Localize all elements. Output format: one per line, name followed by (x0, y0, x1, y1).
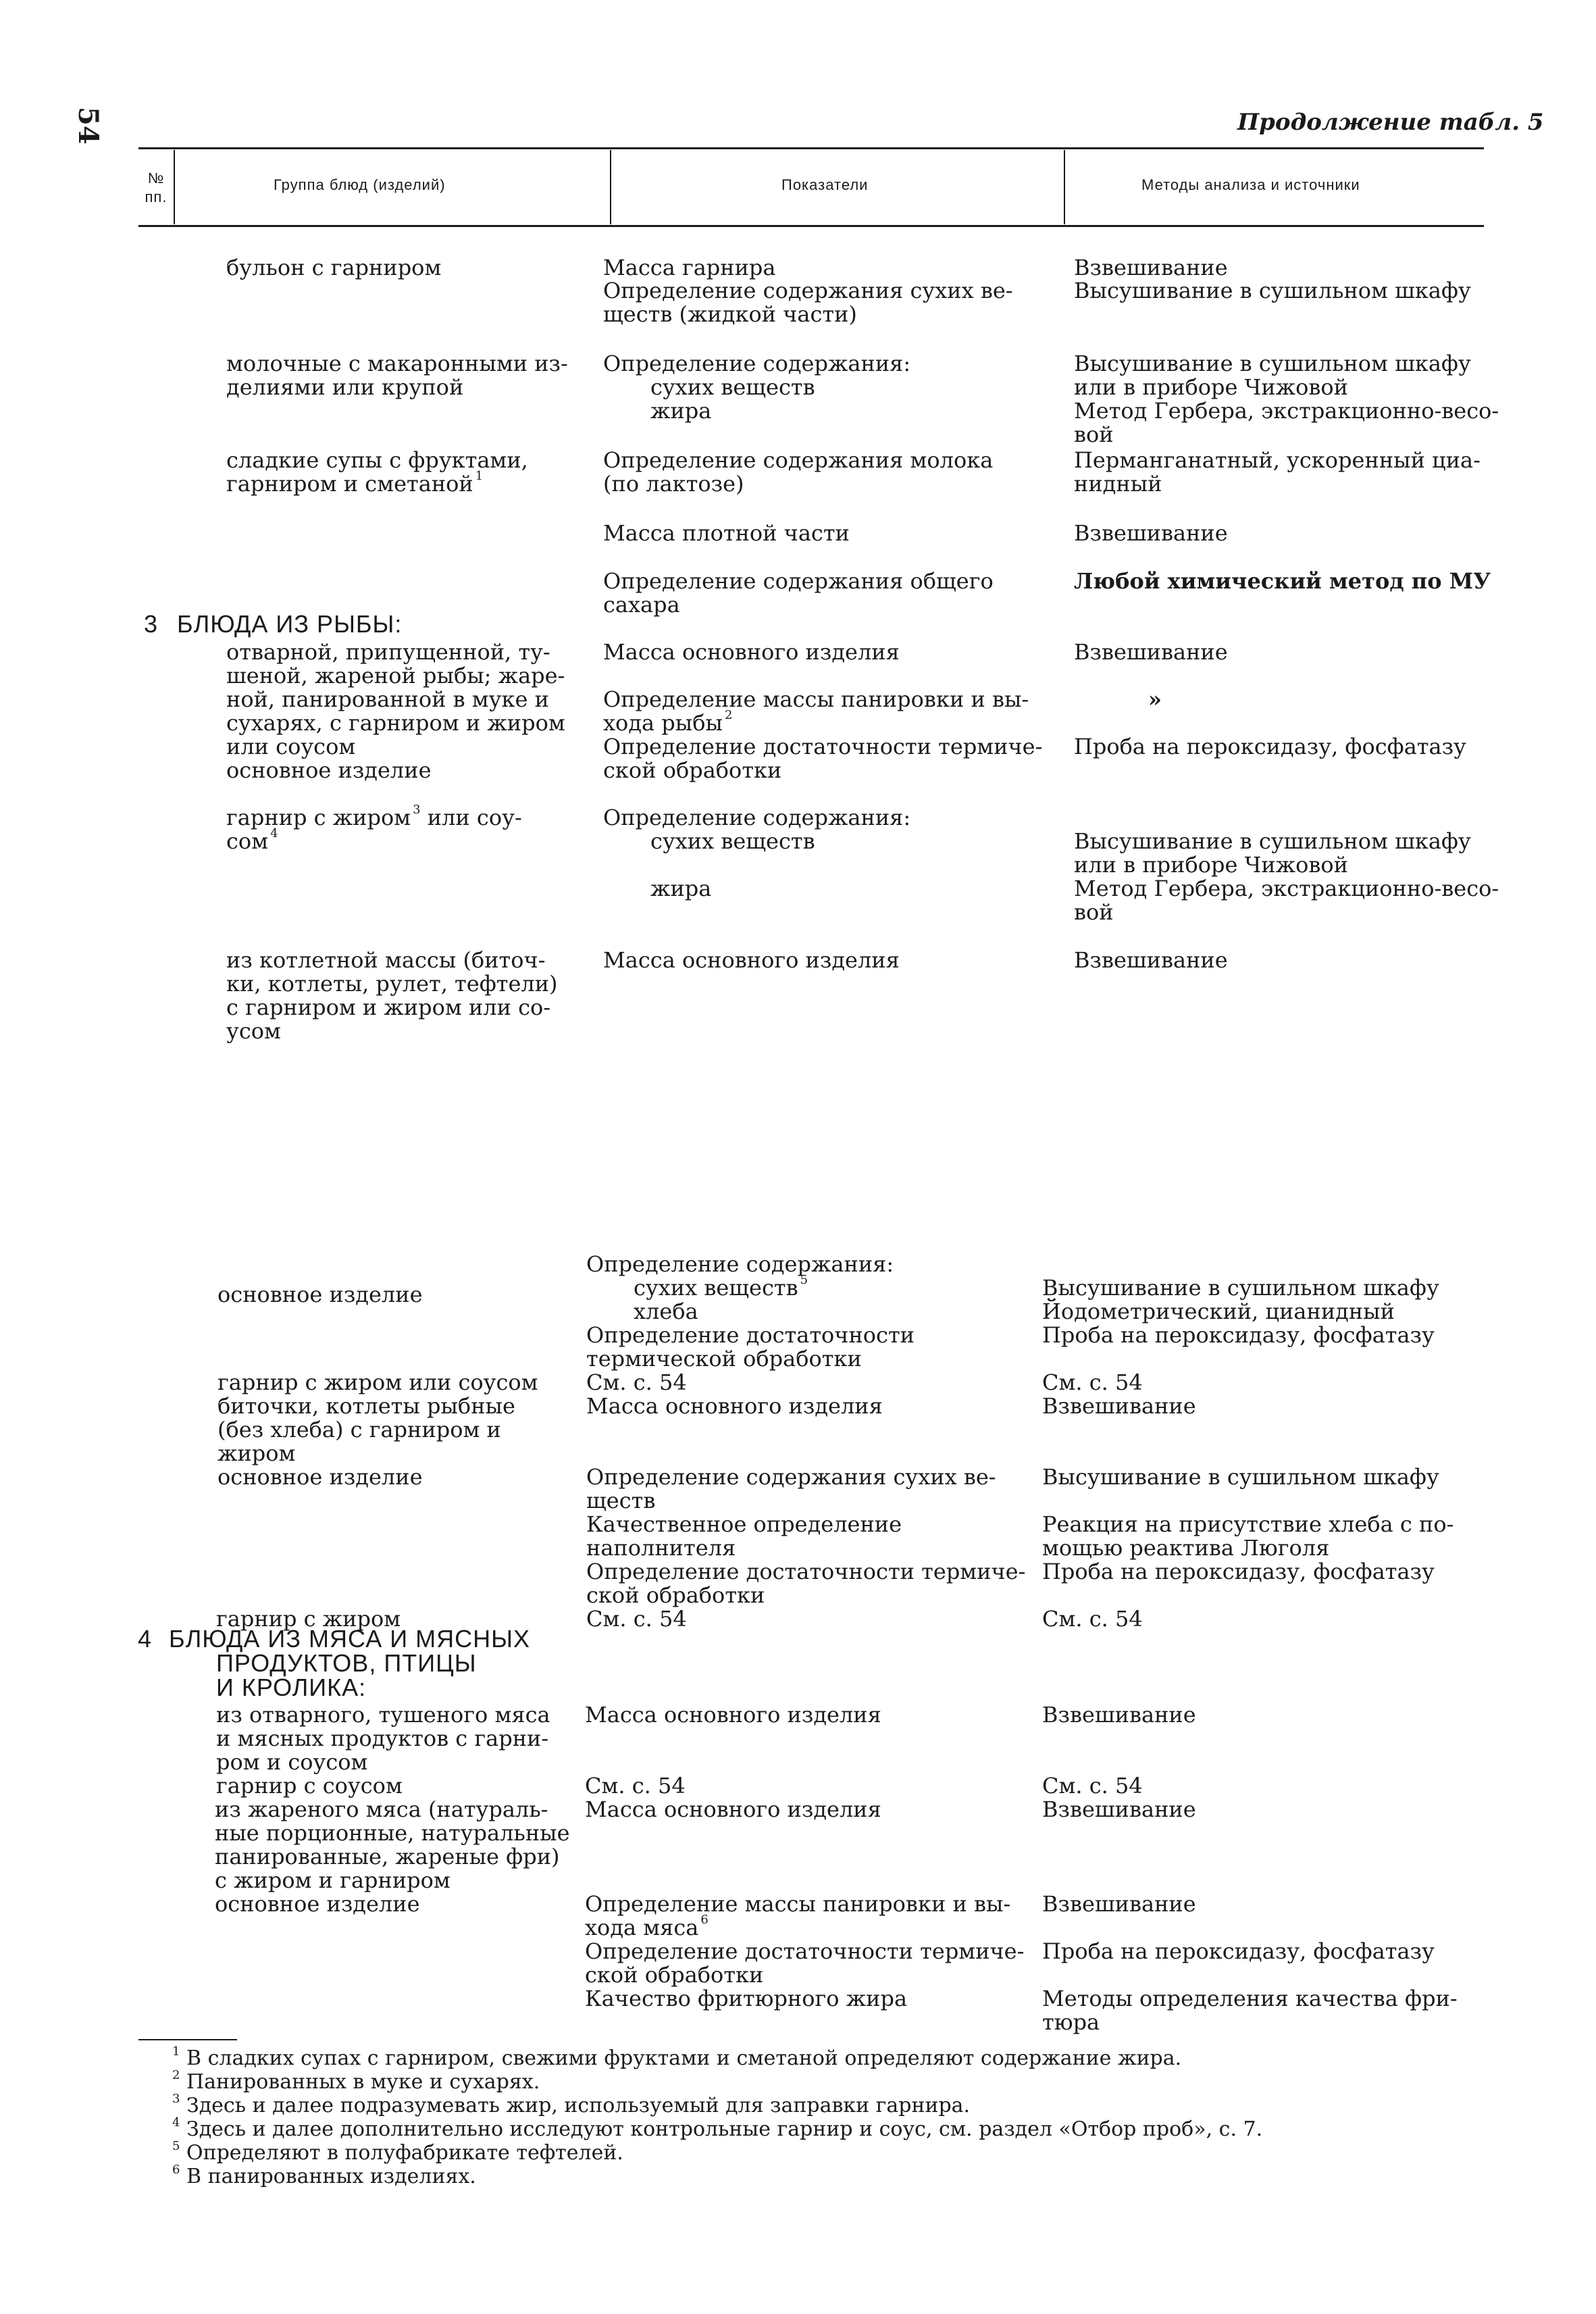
cell-text: хода мяса (585, 1915, 699, 1940)
table-cell: См. с. 54 (585, 1773, 686, 1799)
table-row: Масса плотной части (603, 520, 850, 546)
table-cell: тюра (1042, 2009, 1100, 2035)
footnote-marker: 4 (172, 2115, 180, 2130)
header-top-rule (138, 147, 1484, 149)
table-row: из отварного, тушеного мяса (216, 1702, 550, 1728)
table-cell: См. с. 54 (586, 1606, 687, 1632)
table-cell: Высушивание в сушильном шкафу (1074, 828, 1471, 854)
table-cell: Определение содержания: (586, 1251, 894, 1277)
table-cell: Проба на пероксидазу, фосфатазу (1074, 734, 1466, 759)
table-cell: Взвешивание (1042, 1891, 1196, 1917)
table-cell: Взвешивание (1074, 520, 1228, 546)
cell-text: сухих веществ (634, 1275, 798, 1301)
table-cell: См. с. 54 (1042, 1773, 1143, 1799)
table-cell: Качество фритюрного жира (585, 1986, 908, 2011)
table-cell: Методы определения качества фри- (1042, 1986, 1458, 2011)
table-row: бульон с гарниром (226, 255, 442, 280)
table-cell: сухих веществ (650, 828, 815, 854)
table-cell (603, 708, 733, 736)
cell-text: или соу- (427, 805, 522, 830)
table-cell: термической обработки (586, 1346, 862, 1372)
table-cell: Взвешивание (1074, 947, 1228, 973)
table-cell: См. с. 54 (586, 1369, 687, 1395)
table-cell: Определение достаточности термиче- (586, 1559, 1026, 1584)
footnote (170, 2068, 540, 2094)
header-divider-3 (1064, 150, 1065, 224)
table-cell: Масса основного изделия (603, 947, 900, 973)
table-row: отварной, припущенной, ту- (226, 639, 550, 665)
table-cell: Определение содержания молока (603, 447, 994, 473)
table-cell: Взвешивание (1074, 639, 1228, 665)
table-cell: с гарниром и жиром или со- (226, 995, 551, 1020)
table-cell: наполнителя (586, 1535, 736, 1561)
table-cell: ской обработки (586, 1582, 765, 1608)
table-cell: нидный (1074, 471, 1162, 497)
table-row: основное изделие (217, 1464, 423, 1490)
table-cell: сахара (603, 592, 680, 618)
table-cell: усом (226, 1018, 281, 1044)
table-cell: Йодометрический, цианидный (1042, 1299, 1395, 1324)
table-cell: (без хлеба) с гарниром и (217, 1417, 501, 1442)
section-title: БЛЮДА ИЗ РЫБЫ: (177, 610, 403, 638)
table-cell: См. с. 54 (1042, 1606, 1143, 1632)
table-cell: Определение содержания сухих ве- (586, 1464, 996, 1490)
table-cell: Взвешивание (1042, 1796, 1196, 1822)
table-cell: с жиром и гарниром (215, 1867, 451, 1893)
table-cell: ром и соусом (216, 1749, 368, 1775)
cell-text: гарнир с жиром (226, 805, 411, 830)
cell-text: гарниром и сметаной (226, 471, 473, 497)
table-cell: Перманганатный, ускоренный циа- (1074, 447, 1481, 473)
table-cell: ки, котлеты, рулет, тефтели) (226, 971, 558, 997)
table-cell: вой (1074, 422, 1114, 447)
section-number: 4 (138, 1625, 153, 1653)
table-cell: сухих веществ (650, 374, 815, 400)
footnote-text: В сладких супах с гарниром, свежими фруктами и сметаной определяют содержание жира. (186, 2046, 1182, 2070)
table-cell: сухарях, с гарниром и жиром (226, 710, 565, 736)
footnote-ref: 3 (413, 803, 421, 817)
header-col-indicators: Показатели (781, 176, 869, 193)
section-title: И КРОЛИКА: (216, 1674, 367, 1701)
table-row: молочные с макаронными из- (226, 351, 568, 376)
table-cell: Высушивание в сушильном шкафу (1074, 278, 1471, 303)
table-cell: Масса основного изделия (585, 1796, 881, 1822)
header-col-methods: Методы анализа и источники (1141, 176, 1360, 193)
table-cell: ской обработки (585, 1962, 764, 1988)
table-cell: ской обработки (603, 757, 782, 783)
table-cell (226, 826, 278, 854)
table-row: основное изделие (217, 1282, 423, 1307)
footnote-text: Здесь и далее подразумевать жир, используемый для заправки гарнира. (186, 2094, 971, 2117)
table-cell: Высушивание в сушильном шкафу (1042, 1464, 1439, 1490)
footnote (170, 2139, 623, 2165)
table-cell: Определение достаточности (586, 1322, 915, 1348)
footnote-marker: 1 (172, 2044, 180, 2059)
table-cell: Метод Гербера, экстракционно-весо- (1074, 398, 1499, 424)
table-row: Определение содержания общего (603, 568, 994, 594)
header-divider-1 (174, 150, 175, 224)
table-cell: и мясных продуктов с гарни- (216, 1726, 549, 1751)
footnote-text: Определяют в полуфабрикате тефтелей. (186, 2141, 623, 2165)
table-cell (585, 1913, 709, 1940)
table-cell: Проба на пероксидазу, фосфатазу (1042, 1559, 1435, 1584)
table-cell: Высушивание в сушильном шкафу (1074, 351, 1471, 376)
footnote-ref: 1 (475, 469, 484, 483)
table-cell: Качественное определение (586, 1511, 902, 1537)
cell-text: хода рыбы (603, 710, 723, 736)
section-title: БЛЮДА ИЗ МЯСА И МЯСНЫХ (169, 1625, 530, 1653)
table-cell: Масса гарнира (603, 255, 776, 280)
section-title: ПРОДУКТОВ, ПТИЦЫ (216, 1649, 477, 1677)
footnote-text: Панированных в муке и сухарях. (186, 2070, 540, 2094)
page-number: 54 (72, 107, 104, 145)
table-cell: хлеба (634, 1299, 698, 1324)
table-cell: Взвешивание (1074, 255, 1228, 280)
footnote-ref: 4 (270, 826, 278, 840)
table-row (226, 803, 522, 830)
table-cell: Определение содержания: (603, 805, 911, 830)
table-cell: См. с. 54 (1042, 1369, 1143, 1395)
table-cell: Метод Гербера, экстракционно-весо- (1074, 876, 1499, 901)
table-cell: Высушивание в сушильном шкафу (1042, 1275, 1439, 1301)
table-cell (226, 469, 484, 497)
table-cell: » (1148, 686, 1162, 712)
table-cell: Масса основного изделия (603, 639, 900, 665)
table-row: гарнир с соусом (216, 1773, 403, 1799)
footnote (170, 2163, 476, 2188)
table-row: биточки, котлеты рыбные (217, 1393, 515, 1419)
table-cell: Взвешивание (1042, 1702, 1196, 1728)
footnote-ref: 6 (700, 1913, 709, 1927)
footnote-marker: 3 (172, 2092, 180, 2106)
table-row: сладкие супы с фруктами, (226, 447, 528, 473)
table-cell: жира (650, 876, 712, 901)
table-cell: основное изделие (215, 1891, 420, 1917)
table-cell: ществ (жидкой части) (603, 301, 857, 327)
table-cell: Масса основного изделия (586, 1393, 883, 1419)
table-cell: основное изделие (226, 757, 432, 783)
table-row: из жареного мяса (натураль- (215, 1796, 548, 1822)
footnote-text: В панированных изделиях. (186, 2165, 476, 2188)
section-number: 3 (144, 610, 159, 638)
table-cell: жиром (217, 1440, 296, 1466)
footnote-ref: 5 (800, 1273, 808, 1287)
footnote-separator (138, 2039, 237, 2040)
table-cell: жира (650, 398, 712, 424)
table-cell: (по лактозе) (603, 471, 744, 497)
table-cell: Взвешивание (1042, 1393, 1196, 1419)
footnote-marker: 6 (172, 2163, 180, 2177)
footnote (170, 2044, 1182, 2070)
table-cell: или в приборе Чижовой (1074, 374, 1348, 400)
table-cell: вой (1074, 899, 1114, 925)
table-row: гарнир с жиром или соусом (217, 1369, 538, 1395)
table-cell (634, 1273, 808, 1301)
table-cell: или соусом (226, 734, 356, 759)
table-cell: ной, панированной в муке и (226, 686, 549, 712)
footnote-text: Здесь и далее дополнительно исследуют контрольные гарнир и соус, см. раздел «Отбор проб», с. 7. (186, 2117, 1263, 2141)
table-cell: Определение достаточности термиче- (585, 1938, 1025, 1964)
footnote-marker: 5 (172, 2139, 180, 2153)
footnote-marker: 2 (172, 2068, 180, 2082)
table-cell: Любой химический метод по МУ (1074, 568, 1491, 594)
table-row: гарнир с жиром (216, 1606, 401, 1632)
table-cell: Определение достаточности термиче- (603, 734, 1043, 759)
footnote-ref: 2 (724, 708, 733, 722)
table-continuation-label: Продолжение табл. 5 (1237, 109, 1544, 136)
header-divider-2 (610, 150, 611, 224)
footnote (170, 2092, 971, 2117)
table-cell: Определение содержания сухих ве- (603, 278, 1013, 303)
table-cell: Масса основного изделия (585, 1702, 881, 1728)
table-cell: Определение массы панировки и вы- (585, 1891, 1011, 1917)
table-cell: Определение содержания: (603, 351, 911, 376)
table-cell: Определение массы панировки и вы- (603, 686, 1029, 712)
table-cell: или в приборе Чижовой (1074, 852, 1348, 878)
table-cell: мощью реактива Люголя (1042, 1535, 1330, 1561)
table-cell: ные порционные, натуральные (215, 1820, 570, 1846)
table-cell: панированные, жареные фри) (215, 1844, 560, 1869)
table-cell: Проба на пероксидазу, фосфатазу (1042, 1322, 1435, 1348)
footnote (170, 2115, 1263, 2141)
table-cell: Реакция на присутствие хлеба с по- (1042, 1511, 1454, 1537)
table-cell: делиями или крупой (226, 374, 464, 400)
header-col-number: № пп. (145, 170, 168, 205)
header-bottom-rule (138, 225, 1484, 227)
table-cell: ществ (586, 1488, 656, 1513)
table-cell: шеной, жареной рыбы; жаре- (226, 663, 565, 688)
cell-text: сом (226, 828, 269, 854)
table-row: из котлетной массы (биточ- (226, 947, 546, 973)
table-cell: Проба на пероксидазу, фосфатазу (1042, 1938, 1435, 1964)
header-col-group: Группа блюд (изделий) (274, 176, 446, 193)
